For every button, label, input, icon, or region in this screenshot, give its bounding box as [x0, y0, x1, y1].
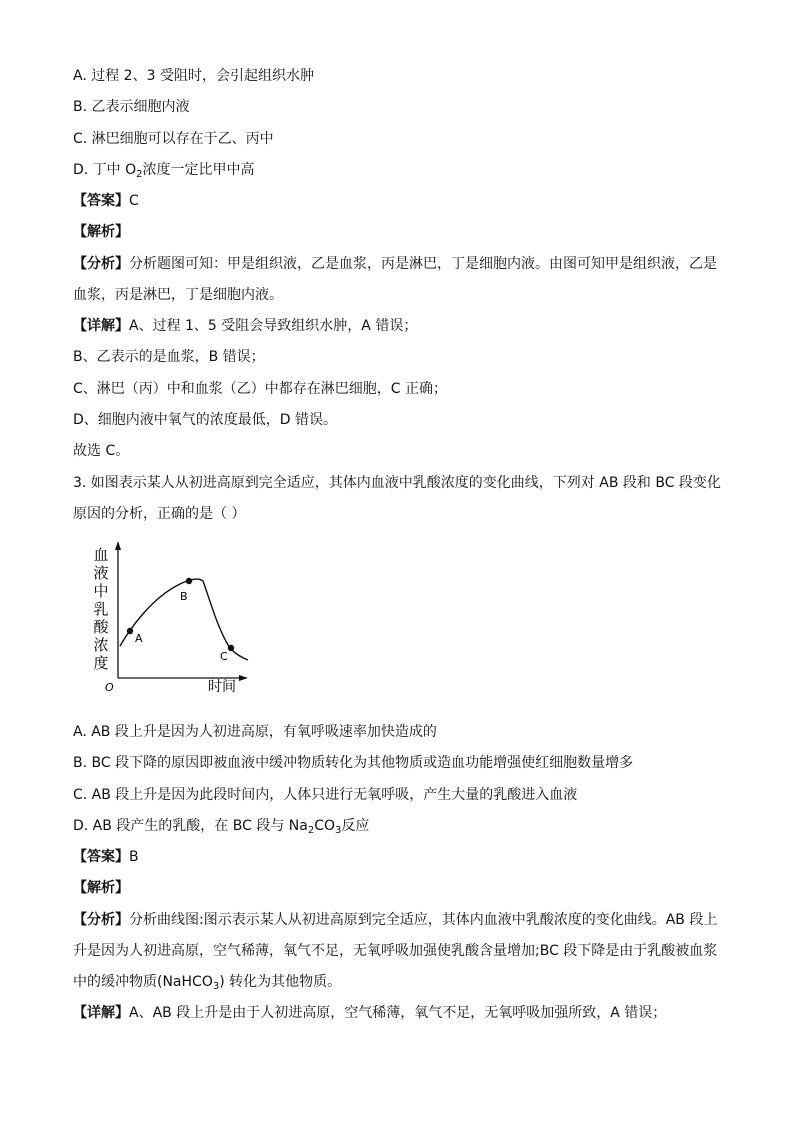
- q3-option-d: D. AB 段产生的乳酸，在 BC 段与 $Na_2CO_3$反应: [73, 818, 370, 836]
- y-label-char: 乳: [93, 600, 109, 618]
- q2-detail-line-1: 【详解】A、过程 1、5 受阻会导致组织水肿，A 错误；: [73, 318, 418, 334]
- point-b-label: B: [180, 590, 188, 603]
- q3-analysis-line-2: 升是因为人初进高原，空气稀薄，氧气不足，无氧呼吸加强使乳酸含量增加;BC 段下降是由于乳酸被血浆: [73, 943, 718, 959]
- x-axis-arrow: [239, 675, 248, 681]
- q3-stem-line-2: 原因的分析，正确的是（ ）: [73, 506, 246, 522]
- q2-detail-line-4: D、细胞内液中氧气的浓度最低，D 错误。: [73, 412, 338, 428]
- option-a: A. 过程 2、3 受阻时，会引起组织水肿: [73, 68, 314, 84]
- q3-analysis-line-3: 中的缓冲物质(NaHCO$_3$) 转化为其他物质。: [73, 974, 342, 992]
- point-a: [127, 628, 133, 634]
- y-label-char: 血: [93, 546, 109, 564]
- option-b: B. 乙表示细胞内液: [73, 99, 190, 115]
- point-a-label: A: [135, 632, 143, 645]
- answer-q3: 【答案】B: [73, 849, 139, 865]
- y-label-char: 中: [93, 582, 109, 600]
- analysis-heading-q3: 【解析】: [73, 880, 129, 896]
- q2-detail-line-2: B、乙表示的是血浆，B 错误；: [73, 349, 265, 365]
- point-c: [228, 645, 234, 651]
- point-c-label: C: [220, 650, 228, 663]
- y-label-char: 液: [93, 564, 109, 582]
- lactate-curve-graph: [88, 538, 258, 698]
- option-c: C. 淋巴细胞可以存在于乙、丙中: [73, 131, 274, 147]
- answer-q2: 【答案】C: [73, 193, 139, 209]
- q2-detail-line-3: C、淋巴（丙）中和血浆（乙）中都存在淋巴细胞，C 正确；: [73, 381, 447, 397]
- analysis-heading: 【解析】: [73, 224, 129, 240]
- y-label-char: 度: [93, 654, 109, 672]
- q2-analysis-line-1: 【分析】分析题图可知：甲是组织液，乙是血浆，丙是淋巴，丁是细胞内液。由图可知甲是组织液，乙是: [73, 256, 717, 272]
- q2-analysis-line-2: 血浆，丙是淋巴，丁是细胞内液。: [73, 287, 283, 303]
- origin-label: O: [105, 681, 114, 694]
- y-label-char: 浓: [93, 636, 109, 654]
- x-axis-label: 时间: [208, 679, 236, 695]
- q3-detail-line-1: 【详解】A、AB 段上升是由于人初进高原，空气稀薄，氧气不足，无氧呼吸加强所致，A 错误；: [73, 1005, 667, 1021]
- y-label-char: 酸: [93, 618, 109, 636]
- q3-option-c: C. AB 段上升是因为此段时间内，人体只进行无氧呼吸，产生大量的乳酸进入血液: [73, 787, 578, 803]
- option-d: D. 丁中 $O_2$浓度一定比甲中高: [73, 162, 255, 180]
- y-axis-arrow: [115, 541, 121, 550]
- q3-option-a: A. AB 段上升是因为人初进高原，有氧呼吸速率加快造成的: [73, 724, 437, 740]
- q3-option-b: B. BC 段下降的原因即被血液中缓冲物质转化为其他物质或造血功能增强使红细胞数量增多: [73, 755, 634, 771]
- y-axis-label: [93, 546, 109, 672]
- q2-conclusion: 故选 C。: [73, 443, 130, 459]
- q3-stem-line-1: 3. 如图表示某人从初进高原到完全适应，其体内血液中乳酸浓度的变化曲线，下列对 AB 段和 BC 段变化: [73, 475, 721, 491]
- point-b: [186, 578, 192, 584]
- q3-analysis-line-1: 【分析】分析曲线图:图示表示某人从初进高原到完全适应，其体内血液中乳酸浓度的变化曲线。AB 段上: [73, 912, 718, 928]
